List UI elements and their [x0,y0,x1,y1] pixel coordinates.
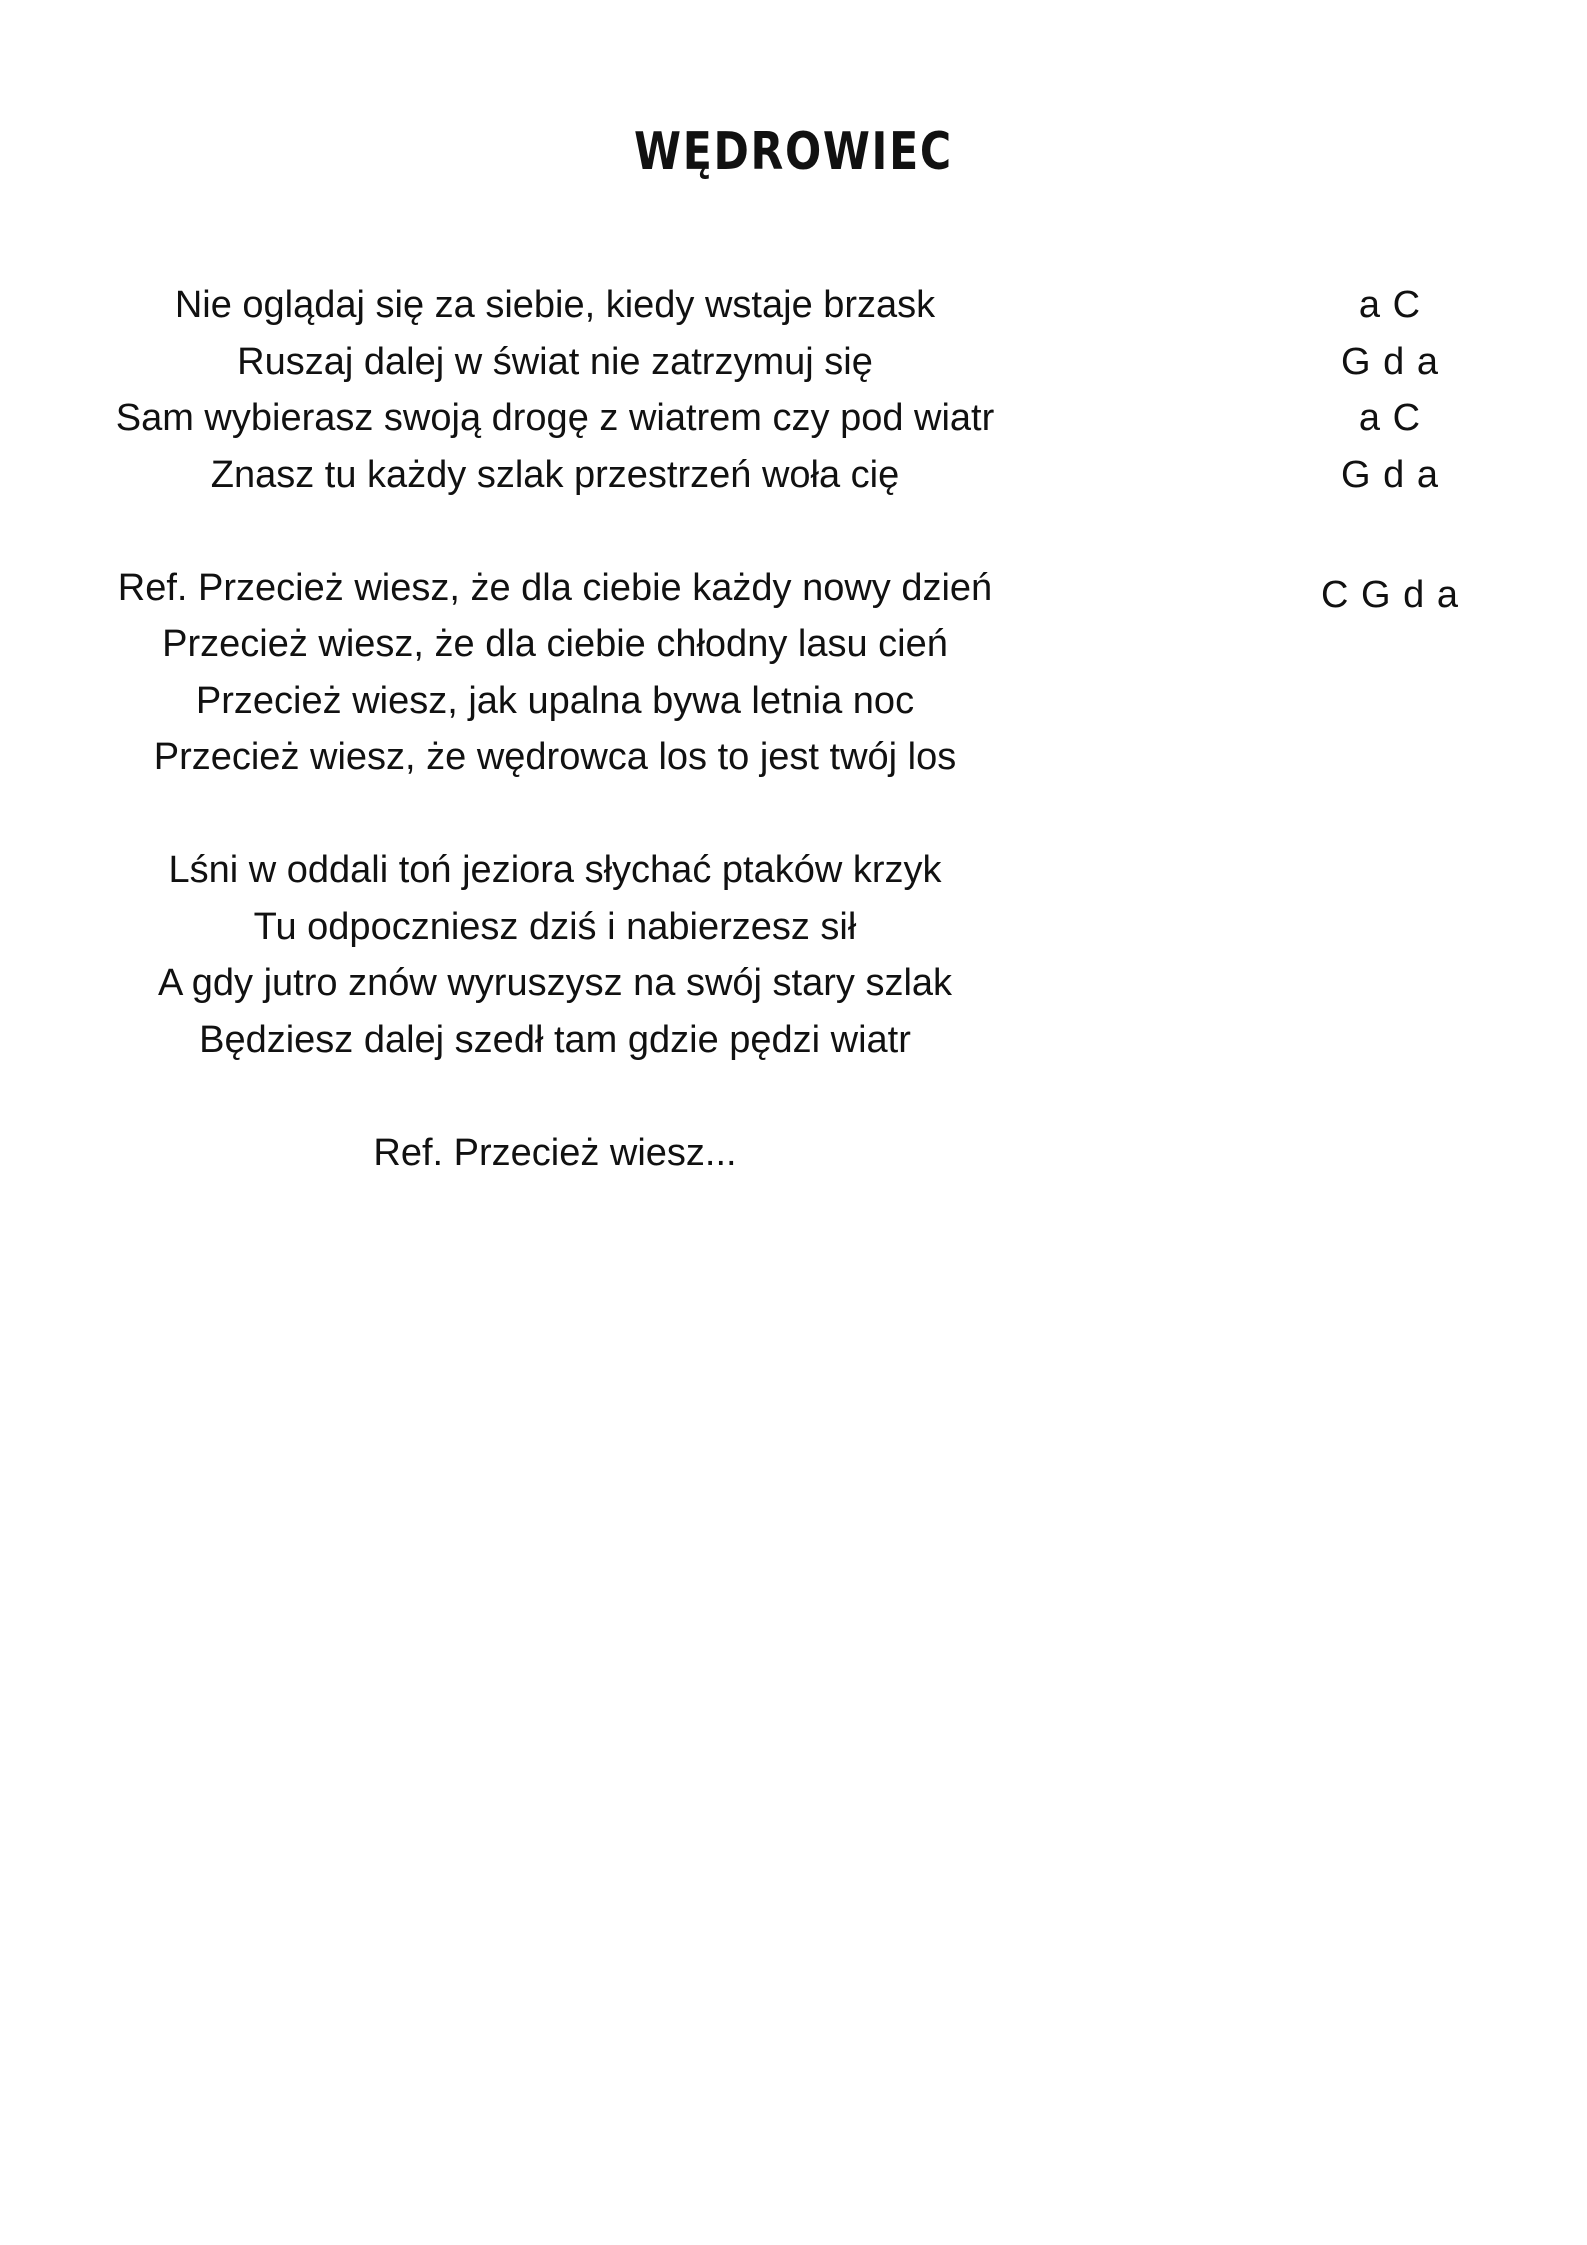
chord-line: a C [1358,284,1422,326]
stanza-verse-1 [30,277,1080,503]
chord-spacer [1260,503,1520,567]
lyric-line: Będziesz dalej szedł tam gdzie pędzi wiatr [199,1018,911,1061]
lyric-line: A gdy jutro znów wyruszysz na swój stary szlak [157,962,953,1004]
lyric-line: Lśni w oddali toń jeziora słychać ptaków krzyk [168,849,942,891]
song-title: WĘDROWIEC [634,122,953,182]
lyric-line: Ref. Przecież wiesz... [373,1131,737,1174]
chords-column [1260,277,1520,624]
chord-line: C G d a [1321,574,1459,616]
chord-line: a C [1358,397,1422,439]
stanza-refrain-repeat [30,1125,1080,1182]
lyric-line: Sam wybierasz swoją drogę z wiatrem czy pod wiatr [115,397,995,439]
lyric-line: Przecież wiesz, że dla ciebie chłodny lasu cień [162,623,948,665]
lyrics-column [30,277,1080,1238]
lyric-line: Nie oglądaj się za siebie, kiedy wstaje brzask [174,284,936,326]
stanza-refrain [30,560,1080,786]
chord-line: G d a [1341,453,1439,496]
lyric-line: Przecież wiesz, jak upalna bywa letnia noc [195,679,915,722]
lyric-line: Ruszaj dalej w świat nie zatrzymuj się [237,340,873,383]
lyric-line: Tu odpoczniesz dziś i nabierzesz sił [253,905,857,948]
chord-line: G d a [1341,340,1439,383]
stanza-verse-2 [30,842,1080,1068]
lyric-line: Ref. Przecież wiesz, że dla ciebie każdy nowy dzień [117,566,993,609]
lyric-line: Znasz tu każdy szlak przestrzeń woła cię [210,453,900,496]
lyric-line: Przecież wiesz, że wędrowca los to jest twój los [153,736,957,778]
